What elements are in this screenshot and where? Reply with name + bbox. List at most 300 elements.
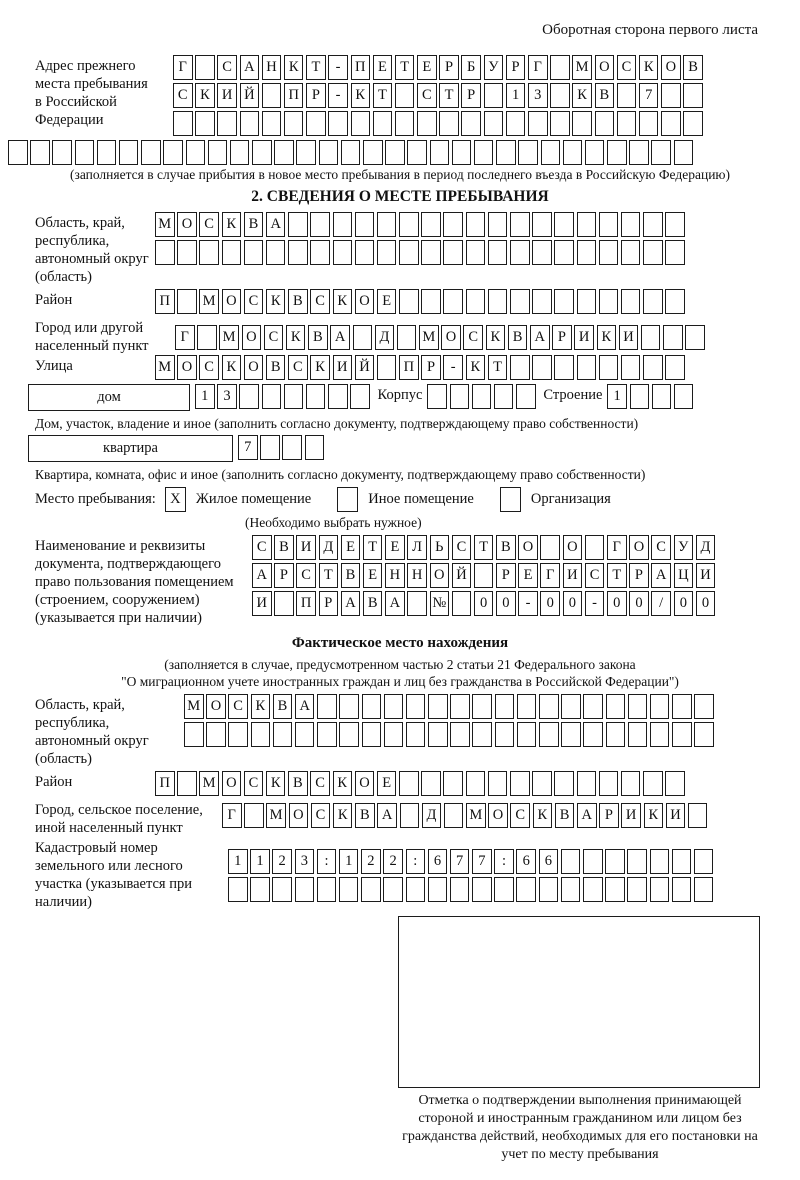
char-cell[interactable] — [599, 355, 619, 380]
char-cell[interactable]: В — [288, 289, 308, 314]
char-cell[interactable]: У — [484, 55, 504, 80]
char-cell[interactable]: М — [266, 803, 286, 828]
char-cell[interactable]: С — [244, 771, 264, 796]
char-cell[interactable] — [688, 803, 708, 828]
char-cell[interactable] — [494, 877, 514, 902]
char-cell[interactable]: : — [406, 849, 426, 874]
char-cell[interactable] — [339, 722, 359, 747]
char-cell[interactable] — [661, 111, 681, 136]
char-cell[interactable]: - — [518, 591, 538, 616]
char-cell[interactable] — [650, 877, 670, 902]
char-cell[interactable]: И — [252, 591, 272, 616]
char-cell[interactable]: В — [496, 535, 516, 560]
char-cell[interactable] — [177, 289, 197, 314]
char-cell[interactable] — [428, 694, 448, 719]
char-cell[interactable]: Р — [599, 803, 619, 828]
char-cell[interactable] — [184, 722, 204, 747]
char-cell[interactable]: А — [240, 55, 260, 80]
char-cell[interactable] — [317, 694, 337, 719]
char-cell[interactable] — [550, 55, 570, 80]
char-cell[interactable] — [585, 140, 605, 165]
char-cell[interactable] — [310, 240, 330, 265]
char-cell[interactable] — [230, 140, 250, 165]
char-cell[interactable]: 1 — [250, 849, 270, 874]
char-cell[interactable] — [517, 722, 537, 747]
char-cell[interactable]: С — [310, 289, 330, 314]
char-cell[interactable] — [472, 694, 492, 719]
char-cell[interactable]: А — [266, 212, 286, 237]
char-cell[interactable]: О — [595, 55, 615, 80]
char-cell[interactable] — [333, 240, 353, 265]
char-cell[interactable]: С — [228, 694, 248, 719]
char-cell[interactable]: О — [177, 212, 197, 237]
char-cell[interactable] — [628, 694, 648, 719]
char-cell[interactable] — [306, 384, 326, 409]
char-cell[interactable] — [384, 722, 404, 747]
char-cell[interactable] — [385, 140, 405, 165]
char-cell[interactable]: О — [488, 803, 508, 828]
char-cell[interactable] — [577, 212, 597, 237]
char-cell[interactable]: К — [351, 83, 371, 108]
char-cell[interactable] — [472, 877, 492, 902]
char-cell[interactable]: : — [494, 849, 514, 874]
char-cell[interactable] — [266, 240, 286, 265]
char-cell[interactable]: С — [310, 771, 330, 796]
char-cell[interactable] — [561, 877, 581, 902]
char-cell[interactable]: Е — [373, 55, 393, 80]
char-cell[interactable] — [577, 355, 597, 380]
char-cell[interactable] — [317, 877, 337, 902]
char-cell[interactable]: В — [288, 771, 308, 796]
char-cell[interactable] — [251, 722, 271, 747]
char-cell[interactable]: А — [252, 563, 272, 588]
char-cell[interactable] — [639, 111, 659, 136]
char-cell[interactable] — [228, 877, 248, 902]
char-cell[interactable]: О — [222, 771, 242, 796]
char-cell[interactable]: 6 — [428, 849, 448, 874]
char-cell[interactable] — [539, 722, 559, 747]
char-cell[interactable] — [583, 694, 603, 719]
char-cell[interactable]: С — [452, 535, 472, 560]
char-cell[interactable] — [141, 140, 161, 165]
char-cell[interactable] — [328, 384, 348, 409]
char-cell[interactable] — [474, 563, 494, 588]
char-cell[interactable]: Т — [395, 55, 415, 80]
char-cell[interactable]: К — [572, 83, 592, 108]
char-cell[interactable] — [621, 289, 641, 314]
char-cell[interactable]: Е — [377, 289, 397, 314]
char-cell[interactable] — [407, 591, 427, 616]
char-cell[interactable]: Р — [421, 355, 441, 380]
char-cell[interactable]: Т — [439, 83, 459, 108]
char-cell[interactable] — [252, 140, 272, 165]
char-cell[interactable] — [328, 111, 348, 136]
char-cell[interactable] — [217, 111, 237, 136]
char-cell[interactable]: Г — [607, 535, 627, 560]
char-cell[interactable] — [295, 722, 315, 747]
char-cell[interactable]: Н — [262, 55, 282, 80]
char-cell[interactable]: В — [244, 212, 264, 237]
char-cell[interactable]: В — [341, 563, 361, 588]
char-cell[interactable]: 0 — [674, 591, 694, 616]
char-cell[interactable] — [621, 240, 641, 265]
char-cell[interactable] — [517, 694, 537, 719]
char-cell[interactable] — [421, 771, 441, 796]
char-cell[interactable] — [572, 111, 592, 136]
char-cell[interactable] — [643, 212, 663, 237]
char-cell[interactable]: С — [173, 83, 193, 108]
char-cell[interactable]: И — [666, 803, 686, 828]
char-cell[interactable]: 1 — [506, 83, 526, 108]
char-cell[interactable]: П — [284, 83, 304, 108]
char-cell[interactable] — [494, 384, 514, 409]
char-cell[interactable] — [577, 289, 597, 314]
char-cell[interactable]: 0 — [540, 591, 560, 616]
char-cell[interactable] — [554, 771, 574, 796]
char-cell[interactable] — [583, 849, 603, 874]
char-cell[interactable] — [199, 240, 219, 265]
char-cell[interactable] — [554, 355, 574, 380]
char-cell[interactable] — [528, 111, 548, 136]
char-cell[interactable] — [450, 694, 470, 719]
char-cell[interactable]: Р — [319, 591, 339, 616]
char-cell[interactable] — [561, 694, 581, 719]
char-cell[interactable]: 1 — [228, 849, 248, 874]
char-cell[interactable] — [583, 722, 603, 747]
char-cell[interactable] — [407, 140, 427, 165]
char-cell[interactable] — [532, 212, 552, 237]
char-cell[interactable]: С — [417, 83, 437, 108]
char-cell[interactable] — [466, 771, 486, 796]
char-cell[interactable] — [665, 240, 685, 265]
char-cell[interactable] — [539, 877, 559, 902]
char-cell[interactable]: К — [266, 289, 286, 314]
char-cell[interactable] — [561, 849, 581, 874]
char-cell[interactable] — [262, 111, 282, 136]
char-cell[interactable] — [155, 240, 175, 265]
char-cell[interactable]: / — [651, 591, 671, 616]
char-cell[interactable] — [339, 694, 359, 719]
char-cell[interactable]: О — [355, 289, 375, 314]
char-cell[interactable]: К — [222, 212, 242, 237]
char-cell[interactable]: В — [308, 325, 328, 350]
char-cell[interactable]: К — [486, 325, 506, 350]
char-cell[interactable] — [52, 140, 72, 165]
char-cell[interactable]: А — [651, 563, 671, 588]
char-cell[interactable]: - — [443, 355, 463, 380]
char-cell[interactable] — [617, 83, 637, 108]
char-cell[interactable] — [577, 771, 597, 796]
char-cell[interactable] — [274, 140, 294, 165]
char-cell[interactable]: 7 — [450, 849, 470, 874]
char-cell[interactable]: В — [508, 325, 528, 350]
char-cell[interactable] — [377, 240, 397, 265]
char-cell[interactable]: К — [333, 289, 353, 314]
char-cell[interactable]: М — [155, 355, 175, 380]
char-cell[interactable] — [506, 111, 526, 136]
char-cell[interactable]: И — [296, 535, 316, 560]
char-cell[interactable] — [362, 694, 382, 719]
char-cell[interactable] — [607, 140, 627, 165]
char-cell[interactable] — [383, 877, 403, 902]
char-cell[interactable]: С — [311, 803, 331, 828]
char-cell[interactable]: 3 — [217, 384, 237, 409]
checkbox-organization[interactable] — [500, 487, 521, 512]
char-cell[interactable]: О — [563, 535, 583, 560]
char-cell[interactable]: М — [466, 803, 486, 828]
char-cell[interactable] — [665, 212, 685, 237]
char-cell[interactable] — [319, 140, 339, 165]
char-cell[interactable]: 1 — [339, 849, 359, 874]
char-cell[interactable]: Р — [439, 55, 459, 80]
char-cell[interactable] — [274, 591, 294, 616]
char-cell[interactable] — [400, 803, 420, 828]
char-cell[interactable] — [262, 384, 282, 409]
char-cell[interactable] — [177, 240, 197, 265]
char-cell[interactable] — [683, 83, 703, 108]
char-cell[interactable] — [617, 111, 637, 136]
char-cell[interactable]: О — [355, 771, 375, 796]
char-cell[interactable] — [421, 289, 441, 314]
char-cell[interactable] — [406, 694, 426, 719]
char-cell[interactable] — [361, 877, 381, 902]
char-cell[interactable]: Е — [385, 535, 405, 560]
char-cell[interactable] — [694, 694, 714, 719]
char-cell[interactable]: К — [266, 771, 286, 796]
char-cell[interactable]: 0 — [474, 591, 494, 616]
char-cell[interactable] — [488, 771, 508, 796]
char-cell[interactable]: 1 — [607, 384, 627, 409]
char-cell[interactable]: О — [518, 535, 538, 560]
char-cell[interactable]: К — [251, 694, 271, 719]
char-cell[interactable] — [516, 384, 536, 409]
char-cell[interactable]: Г — [540, 563, 560, 588]
char-cell[interactable] — [195, 111, 215, 136]
char-cell[interactable] — [554, 240, 574, 265]
char-cell[interactable] — [484, 83, 504, 108]
char-cell[interactable]: 0 — [563, 591, 583, 616]
char-cell[interactable] — [650, 722, 670, 747]
char-cell[interactable] — [443, 240, 463, 265]
char-cell[interactable]: В — [355, 803, 375, 828]
char-cell[interactable] — [630, 384, 650, 409]
char-cell[interactable]: А — [530, 325, 550, 350]
char-cell[interactable]: Ь — [430, 535, 450, 560]
char-cell[interactable] — [351, 111, 371, 136]
char-cell[interactable]: С — [252, 535, 272, 560]
char-cell[interactable]: Д — [422, 803, 442, 828]
char-cell[interactable] — [643, 771, 663, 796]
char-cell[interactable] — [421, 240, 441, 265]
char-cell[interactable] — [577, 240, 597, 265]
char-cell[interactable] — [650, 694, 670, 719]
char-cell[interactable] — [540, 535, 560, 560]
char-cell[interactable]: К — [533, 803, 553, 828]
char-cell[interactable]: 2 — [272, 849, 292, 874]
char-cell[interactable] — [296, 140, 316, 165]
char-cell[interactable] — [444, 803, 464, 828]
char-cell[interactable]: О — [222, 289, 242, 314]
char-cell[interactable] — [443, 289, 463, 314]
char-cell[interactable]: Г — [528, 55, 548, 80]
char-cell[interactable] — [466, 240, 486, 265]
char-cell[interactable] — [450, 722, 470, 747]
char-cell[interactable] — [599, 240, 619, 265]
char-cell[interactable]: О — [289, 803, 309, 828]
char-cell[interactable]: Т — [363, 535, 383, 560]
char-cell[interactable] — [288, 240, 308, 265]
char-cell[interactable] — [399, 212, 419, 237]
char-cell[interactable]: М — [572, 55, 592, 80]
char-cell[interactable] — [362, 722, 382, 747]
char-cell[interactable]: А — [295, 694, 315, 719]
char-cell[interactable]: Т — [607, 563, 627, 588]
char-cell[interactable]: А — [341, 591, 361, 616]
char-cell[interactable] — [694, 877, 714, 902]
char-cell[interactable]: О — [242, 325, 262, 350]
char-cell[interactable] — [510, 355, 530, 380]
char-cell[interactable]: № — [430, 591, 450, 616]
char-cell[interactable]: В — [363, 591, 383, 616]
char-cell[interactable] — [605, 877, 625, 902]
char-cell[interactable]: Р — [629, 563, 649, 588]
char-cell[interactable] — [397, 325, 417, 350]
char-cell[interactable]: А — [377, 803, 397, 828]
char-cell[interactable] — [421, 212, 441, 237]
char-cell[interactable] — [284, 384, 304, 409]
char-cell[interactable]: Й — [240, 83, 260, 108]
char-cell[interactable]: И — [574, 325, 594, 350]
char-cell[interactable] — [206, 722, 226, 747]
char-cell[interactable]: Д — [319, 535, 339, 560]
char-cell[interactable] — [173, 111, 193, 136]
char-cell[interactable] — [563, 140, 583, 165]
char-cell[interactable]: Г — [173, 55, 193, 80]
char-cell[interactable]: Р — [552, 325, 572, 350]
char-cell[interactable]: 2 — [361, 849, 381, 874]
char-cell[interactable] — [443, 771, 463, 796]
char-cell[interactable]: Н — [385, 563, 405, 588]
char-cell[interactable] — [306, 111, 326, 136]
char-cell[interactable] — [474, 140, 494, 165]
char-cell[interactable]: Й — [452, 563, 472, 588]
char-cell[interactable]: А — [385, 591, 405, 616]
char-cell[interactable] — [399, 289, 419, 314]
char-cell[interactable]: Е — [518, 563, 538, 588]
char-cell[interactable] — [672, 722, 692, 747]
char-cell[interactable] — [428, 877, 448, 902]
char-cell[interactable] — [643, 240, 663, 265]
char-cell[interactable]: М — [199, 771, 219, 796]
char-cell[interactable] — [628, 722, 648, 747]
char-cell[interactable] — [406, 877, 426, 902]
char-cell[interactable]: Е — [377, 771, 397, 796]
char-cell[interactable] — [488, 289, 508, 314]
char-cell[interactable] — [606, 694, 626, 719]
char-cell[interactable]: К — [284, 55, 304, 80]
char-cell[interactable]: Б — [461, 55, 481, 80]
char-cell[interactable] — [452, 591, 472, 616]
checkbox-other-premises[interactable] — [337, 487, 358, 512]
char-cell[interactable] — [672, 694, 692, 719]
char-cell[interactable] — [488, 212, 508, 237]
char-cell[interactable] — [510, 240, 530, 265]
char-cell[interactable]: Г — [222, 803, 242, 828]
char-cell[interactable] — [461, 111, 481, 136]
char-cell[interactable]: П — [155, 771, 175, 796]
char-cell[interactable]: С — [199, 355, 219, 380]
char-cell[interactable]: К — [644, 803, 664, 828]
char-cell[interactable] — [288, 212, 308, 237]
char-cell[interactable]: 3 — [528, 83, 548, 108]
char-cell[interactable]: Т — [319, 563, 339, 588]
char-cell[interactable]: И — [696, 563, 716, 588]
char-cell[interactable]: К — [333, 771, 353, 796]
char-cell[interactable] — [621, 771, 641, 796]
char-cell[interactable]: С — [217, 55, 237, 80]
char-cell[interactable]: И — [217, 83, 237, 108]
char-cell[interactable] — [222, 240, 242, 265]
char-cell[interactable]: К — [310, 355, 330, 380]
char-cell[interactable] — [532, 289, 552, 314]
char-cell[interactable]: 3 — [295, 849, 315, 874]
char-cell[interactable]: О — [661, 55, 681, 80]
char-cell[interactable] — [250, 877, 270, 902]
char-cell[interactable]: М — [199, 289, 219, 314]
char-cell[interactable] — [532, 355, 552, 380]
char-cell[interactable] — [377, 212, 397, 237]
char-cell[interactable] — [518, 140, 538, 165]
char-cell[interactable] — [186, 140, 206, 165]
checkbox-residential[interactable]: X — [165, 487, 186, 512]
char-cell[interactable] — [384, 694, 404, 719]
char-cell[interactable]: Ц — [674, 563, 694, 588]
char-cell[interactable] — [97, 140, 117, 165]
char-cell[interactable] — [8, 140, 28, 165]
char-cell[interactable]: 0 — [696, 591, 716, 616]
char-cell[interactable]: М — [419, 325, 439, 350]
char-cell[interactable] — [333, 212, 353, 237]
char-cell[interactable] — [685, 325, 705, 350]
char-cell[interactable] — [317, 722, 337, 747]
char-cell[interactable] — [244, 240, 264, 265]
char-cell[interactable]: В — [274, 535, 294, 560]
char-cell[interactable] — [605, 849, 625, 874]
char-cell[interactable]: 2 — [383, 849, 403, 874]
char-cell[interactable]: О — [206, 694, 226, 719]
char-cell[interactable]: К — [333, 803, 353, 828]
char-cell[interactable]: М — [219, 325, 239, 350]
char-cell[interactable]: В — [266, 355, 286, 380]
char-cell[interactable]: Д — [375, 325, 395, 350]
char-cell[interactable]: О — [177, 355, 197, 380]
char-cell[interactable] — [239, 384, 259, 409]
char-cell[interactable] — [541, 140, 561, 165]
char-cell[interactable] — [452, 140, 472, 165]
char-cell[interactable]: П — [399, 355, 419, 380]
char-cell[interactable] — [427, 384, 447, 409]
char-cell[interactable] — [428, 722, 448, 747]
char-cell[interactable] — [295, 877, 315, 902]
char-cell[interactable]: 6 — [539, 849, 559, 874]
char-cell[interactable]: А — [330, 325, 350, 350]
char-cell[interactable] — [195, 55, 215, 80]
char-cell[interactable]: С — [463, 325, 483, 350]
char-cell[interactable] — [443, 212, 463, 237]
char-cell[interactable] — [119, 140, 139, 165]
char-cell[interactable]: - — [328, 83, 348, 108]
char-cell[interactable]: С — [651, 535, 671, 560]
